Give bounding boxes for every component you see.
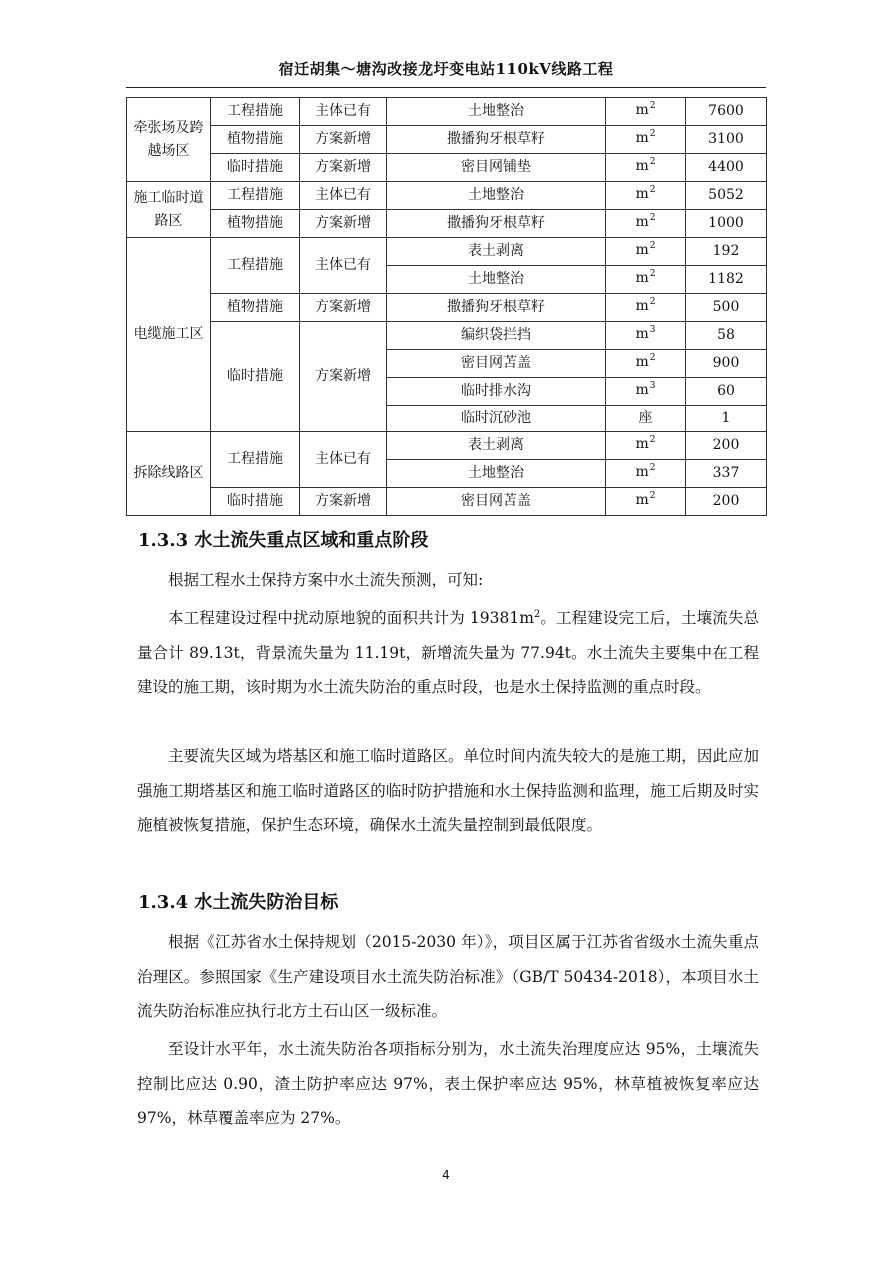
quantity-cell: 58	[686, 322, 767, 350]
quantity-cell: 500	[686, 294, 767, 322]
measure-type-cell: 临时措施	[211, 322, 300, 432]
unit-cell	[606, 126, 686, 154]
measure-type-cell: 工程措施	[211, 98, 300, 126]
table-row	[127, 126, 767, 154]
measure-name-cell: 编织袋拦挡	[387, 322, 606, 350]
paragraph-prevention-standard: 根据《江苏省水土保持规划（2015-2030 年）》，项目区属于江苏省省级水土流失重点治理区。参照国家《生产建设项目水土流失防治标准》（GB/T 50434-2018），本项目水土流失防治标准应执行北方土石山区一级标准。	[137, 933, 759, 1020]
measure-name-cell: 撒播狗牙根草籽	[387, 294, 606, 322]
page-number: 4	[442, 1168, 450, 1182]
quantity-cell: 192	[686, 238, 767, 266]
measure-status-cell: 主体已有	[300, 238, 387, 294]
unit-base: m	[635, 214, 649, 230]
table-row	[127, 154, 767, 182]
unit-base: m	[635, 492, 649, 508]
table-row	[127, 210, 767, 238]
measure-name-cell: 表土剥离	[387, 432, 606, 460]
unit-exponent: 2	[649, 435, 656, 445]
unit-base: m	[635, 464, 649, 480]
unit-base: m	[635, 436, 649, 452]
unit-base: m	[635, 186, 649, 202]
measure-name-cell: 土地整治	[387, 182, 606, 210]
unit-cell	[606, 432, 686, 460]
unit-cell	[606, 238, 686, 266]
measure-status-cell: 主体已有	[300, 182, 387, 210]
unit-cell	[606, 210, 686, 238]
measure-type-cell: 植物措施	[211, 210, 300, 238]
measure-name-cell: 密目网铺垫	[387, 154, 606, 182]
unit-exponent: 2	[649, 185, 656, 195]
unit-base: m	[635, 158, 649, 174]
measure-status-cell: 主体已有	[300, 432, 387, 488]
document-header-title: 宿迁胡集～塘沟改接龙圩变电站110kV线路工程	[278, 60, 614, 78]
header-rule	[126, 87, 766, 88]
quantity-cell: 1	[686, 406, 767, 432]
table-row	[127, 98, 767, 126]
unit-exponent: 2	[649, 241, 656, 251]
unit-exponent: 2	[649, 353, 656, 363]
unit-cell	[606, 322, 686, 350]
measure-name-cell: 表土剥离	[387, 238, 606, 266]
unit-exponent: 2	[649, 269, 656, 279]
measure-type-cell: 临时措施	[211, 154, 300, 182]
area-name-cell: 电缆施工区	[127, 238, 211, 432]
measure-status-cell: 主体已有	[300, 98, 387, 126]
measures-table	[126, 97, 767, 516]
section-heading-1-3-4: 1.3.4 水土流失防治目标	[138, 892, 339, 913]
quantity-cell: 1182	[686, 266, 767, 294]
measure-type-cell: 工程措施	[211, 182, 300, 210]
measure-status-cell: 方案新增	[300, 322, 387, 432]
measure-name-cell: 临时排水沟	[387, 378, 606, 406]
unit-cell	[606, 488, 686, 516]
unit-base: m	[635, 326, 649, 342]
area-name-cell: 拆除线路区	[127, 432, 211, 516]
unit-exponent: 2	[649, 491, 656, 501]
unit-exponent: 2	[649, 129, 656, 139]
measure-name-cell: 撒播狗牙根草籽	[387, 126, 606, 154]
quantity-cell: 5052	[686, 182, 767, 210]
unit-base: m	[635, 102, 649, 118]
unit-cell	[606, 406, 686, 432]
paragraph-soil-loss-amounts	[137, 598, 759, 705]
unit-cell	[606, 182, 686, 210]
quantity-cell: 60	[686, 378, 767, 406]
measure-type-cell: 临时措施	[211, 488, 300, 516]
paragraph-soil-loss-text-b: 。工程建设完工后，土壤流失总量合计 89.13t，背景流失量为 11.19t，新增流失量为 77.94t。水土流失主要集中在工程建设的施工期，该时期为水土流失防治的重点时段，也是水土保持监测的重点时段。	[137, 609, 759, 697]
unit-exponent: 2	[649, 157, 656, 167]
quantity-cell: 7600	[686, 98, 767, 126]
table-row	[127, 432, 767, 460]
quantity-cell: 200	[686, 432, 767, 460]
paragraph-prediction-intro: 根据工程水土保持方案中水土流失预测，可知:	[168, 571, 484, 589]
area-name-cell: 牵张场及跨越场区	[127, 98, 211, 182]
measure-name-cell: 密目网苫盖	[387, 350, 606, 378]
measure-name-cell: 土地整治	[387, 98, 606, 126]
unit-cell	[606, 350, 686, 378]
unit-cell	[606, 98, 686, 126]
measure-name-cell: 土地整治	[387, 266, 606, 294]
measure-type-cell: 植物措施	[211, 126, 300, 154]
unit-exponent: 2	[649, 297, 656, 307]
area-unit-superscript: 2	[533, 609, 541, 620]
unit-base: m	[635, 298, 649, 314]
unit-exponent: 2	[649, 463, 656, 473]
measure-status-cell: 方案新增	[300, 126, 387, 154]
unit-exponent: 3	[649, 325, 656, 335]
measure-type-cell: 工程措施	[211, 238, 300, 294]
quantity-cell: 4400	[686, 154, 767, 182]
quantity-cell: 3100	[686, 126, 767, 154]
measure-type-cell: 植物措施	[211, 294, 300, 322]
unit-cell	[606, 294, 686, 322]
quantity-cell: 200	[686, 488, 767, 516]
paragraph-target-indicators: 至设计水平年，水土流失防治各项指标分别为，水土流失治理度应达 95%，土壤流失控制比应达 0.90，渣土防护率应达 97%，表土保护率应达 95%，林草植被恢复率应达 97%，林草覆盖率应为 27%。	[137, 1040, 759, 1127]
measure-name-cell: 临时沉砂池	[387, 406, 606, 432]
measure-status-cell: 方案新增	[300, 294, 387, 322]
unit-base: 座	[638, 410, 653, 426]
unit-cell	[606, 378, 686, 406]
measure-name-cell: 密目网苫盖	[387, 488, 606, 516]
quantity-cell: 900	[686, 350, 767, 378]
measure-name-cell: 土地整治	[387, 460, 606, 488]
table-row	[127, 322, 767, 350]
quantity-cell: 337	[686, 460, 767, 488]
unit-exponent: 3	[649, 381, 656, 391]
measure-status-cell: 方案新增	[300, 210, 387, 238]
area-name-cell: 施工临时道路区	[127, 182, 211, 238]
paragraph-soil-loss-text-a: 本工程建设过程中扰动原地貌的面积共计为 19381m	[168, 609, 534, 628]
unit-base: m	[635, 382, 649, 398]
section-heading-1-3-3: 1.3.3 水土流失重点区域和重点阶段	[138, 530, 429, 551]
quantity-cell: 1000	[686, 210, 767, 238]
measures-table-body	[127, 98, 767, 516]
paragraph-key-areas: 主要流失区域为塔基区和施工临时道路区。单位时间内流失较大的是施工期，因此应加强施工期塔基区和施工临时道路区的临时防护措施和水土保持监测和监理，施工后期及时实施植被恢复措施，保护生态环境，确保水土流失量控制到最低限度。	[137, 747, 759, 834]
unit-cell	[606, 266, 686, 294]
table-row	[127, 182, 767, 210]
unit-base: m	[635, 130, 649, 146]
measure-name-cell: 撒播狗牙根草籽	[387, 210, 606, 238]
measure-status-cell: 方案新增	[300, 154, 387, 182]
unit-base: m	[635, 270, 649, 286]
unit-base: m	[635, 354, 649, 370]
measure-status-cell: 方案新增	[300, 488, 387, 516]
unit-exponent: 2	[649, 213, 656, 223]
table-row	[127, 488, 767, 516]
unit-base: m	[635, 242, 649, 258]
table-row	[127, 294, 767, 322]
measure-type-cell: 工程措施	[211, 432, 300, 488]
unit-cell	[606, 154, 686, 182]
unit-cell	[606, 460, 686, 488]
table-row	[127, 238, 767, 266]
unit-exponent: 2	[649, 101, 656, 111]
